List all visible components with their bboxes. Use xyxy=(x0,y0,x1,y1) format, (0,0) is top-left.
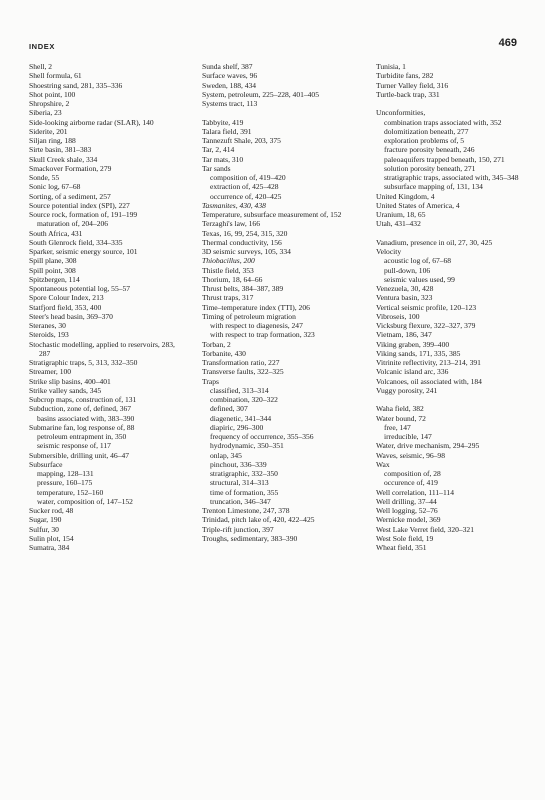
index-subentry: temperature, 152–160 xyxy=(37,487,104,497)
index-subentry: combination traps associated with, 352 xyxy=(384,117,502,127)
index-entry: Torban, 2 xyxy=(202,339,231,349)
index-entry: Sonic log, 67–68 xyxy=(29,182,81,192)
index-subentry: dolomitization beneath, 277 xyxy=(384,126,469,136)
index-entry: Volcanoes, oil associated with, 184 xyxy=(376,376,482,386)
index-subentry: stratigraphic traps, associated with, 345–348 xyxy=(384,173,519,182)
index-entry: Viking graben, 399–400 xyxy=(376,339,450,349)
index-entry: Turner Valley field, 316 xyxy=(376,80,449,90)
index-entry: Sumatra, 384 xyxy=(29,543,70,552)
index-entry: Tunisia, 1 xyxy=(376,62,406,71)
index-entry: Sulin plot, 154 xyxy=(29,533,74,543)
index-entry: Viking sands, 171, 335, 385 xyxy=(376,348,461,358)
index-entry: Sweden, 188, 434 xyxy=(202,80,257,90)
index-entry: Thermal conductivity, 156 xyxy=(202,237,282,247)
index-entry: West Lake Verret field, 320–321 xyxy=(376,524,474,534)
index-entry: Talara field, 391 xyxy=(202,126,252,136)
index-subentry: paleoaquifers trapped beneath, 150, 271 xyxy=(384,154,505,164)
index-entry: Turbidite fans, 282 xyxy=(376,71,434,81)
index-entry: Thrust traps, 317 xyxy=(202,293,254,303)
index-entry: Waves, seismic, 96–98 xyxy=(376,450,445,460)
index-entry: Tabbyite, 419 xyxy=(202,117,244,127)
index-entry: Well correlation, 111–114 xyxy=(376,487,454,497)
index-entry: Thistle field, 353 xyxy=(202,265,254,275)
index-entry: Tasmanites, 430, 438 xyxy=(202,200,266,210)
index-entry: 3D seismic surveys, 105, 334 xyxy=(202,247,291,256)
index-entry: Tar mats, 310 xyxy=(202,154,244,164)
index-entry: Waha field, 382 xyxy=(376,404,424,414)
index-entry: Velocity xyxy=(376,247,402,256)
index-entry: West Sole field, 19 xyxy=(376,533,434,543)
index-entry: Thrust belts, 384–387, 389 xyxy=(202,284,284,293)
index-entry: Turtle-back trap, 331 xyxy=(376,89,440,99)
index-subentry: seismic response of, 117 xyxy=(37,441,111,451)
index-subentry: exploration problems of, 5 xyxy=(384,136,465,145)
index-entry: Spitzbergen, 114 xyxy=(29,274,80,284)
index-entry: Shell, 2 xyxy=(29,62,53,71)
index-entry: Venezuela, 30, 428 xyxy=(376,284,434,293)
index-entry: Tar sands xyxy=(202,163,231,173)
index-subentry: free, 147 xyxy=(384,422,411,432)
index-entry: Thorium, 18, 64–66 xyxy=(202,274,263,284)
index-entry: Spontaneous potential log, 55–57 xyxy=(29,284,131,293)
letter-group-gap xyxy=(202,108,352,117)
index-entry: Water, drive mechanism, 294–295 xyxy=(376,441,480,451)
index-entry: Spill point, 308 xyxy=(29,265,76,275)
index-subentry: composition of, 419–420 xyxy=(210,173,286,182)
index-subentry: pressure, 160–175 xyxy=(37,478,93,488)
index-subentry: subsurface mapping of, 131, 134 xyxy=(384,182,483,192)
index-entry: Siljan ring, 188 xyxy=(29,136,76,145)
index-entry: United States of America, 4 xyxy=(376,200,460,210)
index-subentry: petroleum entrapment in, 350 xyxy=(37,432,127,441)
index-entry: Vicksburg flexure, 322–327, 379 xyxy=(376,321,476,330)
index-entry: Well drilling, 37–44 xyxy=(376,496,437,506)
index-subentry: diagenetic, 341–344 xyxy=(210,413,272,423)
index-entry: Steranes, 30 xyxy=(29,321,66,330)
index-entry: Streamer, 100 xyxy=(29,367,72,377)
index-entry: Subcrop maps, construction of, 131 xyxy=(29,395,137,404)
index-entry: Subduction, zone of, defined, 367 xyxy=(29,404,132,414)
index-entry: Tar, 2, 414 xyxy=(202,145,235,155)
index-entry: Spore Colour Index, 213 xyxy=(29,293,104,303)
index-entry: Siderite, 201 xyxy=(29,126,68,136)
index-entry: Wax xyxy=(376,459,390,469)
index-entry: Shoestring sand, 281, 335–336 xyxy=(29,80,123,90)
index-subentry: classified, 313–314 xyxy=(210,385,269,395)
index-entry: Triple-rift junction, 397 xyxy=(202,524,274,534)
index-entry: Strike valley sands, 345 xyxy=(29,385,102,395)
index-entry: Steer's head basin, 369–370 xyxy=(29,311,113,321)
index-subentry: seismic values used, 99 xyxy=(384,274,455,284)
index-entry: Stochastic modelling, applied to reservoirs, 283, 287 xyxy=(29,339,175,358)
index-entry: Shell formula, 61 xyxy=(29,71,82,81)
index-subentry: truncation, 346–347 xyxy=(210,496,271,506)
index-subentry: pull-down, 106 xyxy=(384,265,431,275)
index-subentry: basins associated with, 383–390 xyxy=(37,413,135,423)
index-entry: Utah, 431–432 xyxy=(376,219,421,229)
index-entry: Vanadium, presence in oil, 27, 30, 425 xyxy=(376,237,493,247)
index-column-1 xyxy=(29,62,179,552)
index-entry: Submarine fan, log response of, 88 xyxy=(29,422,135,432)
index-subentry: fracture porosity beneath, 246 xyxy=(384,145,475,155)
index-entry: Skull Creek shale, 334 xyxy=(29,154,98,164)
index-entry: Uranium, 18, 65 xyxy=(376,210,426,219)
index-entry: Vertical seismic profile, 120–123 xyxy=(376,302,477,312)
index-entry: Source potential index (SPI), 227 xyxy=(29,200,130,210)
letter-group-gap xyxy=(376,395,528,404)
index-entry: Torbanite, 430 xyxy=(202,348,246,358)
index-entry: Tannezuft Shale, 203, 375 xyxy=(202,136,281,145)
index-entry: Troughs, sedimentary, 383–390 xyxy=(202,533,298,543)
index-entry: Systems tract, 113 xyxy=(202,99,258,108)
index-subentry: composition of, 28 xyxy=(384,469,441,478)
index-entry: Traps xyxy=(202,376,219,386)
index-entry: South Africa, 431 xyxy=(29,228,83,238)
index-entry: Submersible, drilling unit, 46–47 xyxy=(29,450,129,460)
letter-group-gap xyxy=(376,229,528,238)
index-entry: Volcanic island arc, 336 xyxy=(376,367,449,377)
index-subentry: solution porosity beneath, 271 xyxy=(384,163,476,173)
index-subentry: diapiric, 296–300 xyxy=(210,422,264,432)
index-entry: Vietnam, 186, 347 xyxy=(376,330,432,340)
index-entry: Smackover Formation, 279 xyxy=(29,163,112,173)
index-entry: Vibroseis, 100 xyxy=(376,311,420,321)
index-subentry: pinchout, 336–339 xyxy=(210,459,267,469)
index-entry: Vitrinite reflectivity, 213–214, 391 xyxy=(376,358,481,367)
index-entry: Shropshire, 2 xyxy=(29,99,70,108)
index-entry: Strike slip basins, 400–401 xyxy=(29,376,111,386)
index-subentry: occurrence of, 420–425 xyxy=(210,191,282,201)
index-entry: System, petroleum, 225–228, 401–405 xyxy=(202,89,319,99)
index-entry: Sulfur, 30 xyxy=(29,524,59,534)
index-subentry: extraction of, 425–428 xyxy=(210,182,279,192)
index-subentry: mapping, 128–131 xyxy=(37,469,94,478)
index-subentry: maturation of, 204–206 xyxy=(37,219,109,229)
index-entry: Shot point, 100 xyxy=(29,89,76,99)
index-entry: Time–temperature index (TTI), 206 xyxy=(202,302,310,312)
index-subentry: frequency of occurrence, 355–356 xyxy=(210,432,314,441)
index-subentry: occurence of, 419 xyxy=(384,478,438,488)
index-entry: Sonde, 55 xyxy=(29,173,60,182)
index-subentry: time of formation, 355 xyxy=(210,487,279,497)
index-entry: Trenton Limestone, 247, 378 xyxy=(202,506,290,515)
index-entry: Subsurface xyxy=(29,459,63,469)
index-entry: Transverse faults, 322–325 xyxy=(202,367,284,377)
index-entry: Wheat field, 351 xyxy=(376,543,427,552)
index-entry: Unconformities, xyxy=(376,108,426,118)
index-entry: Water bound, 72 xyxy=(376,413,426,423)
index-entry: Steroids, 193 xyxy=(29,330,69,340)
index-entry: Sugar, 190 xyxy=(29,515,62,525)
index-entry: Temperature, subsurface measurement of, 152 xyxy=(202,210,342,219)
index-entry: Sucker rod, 48 xyxy=(29,506,74,515)
index-subentry: defined, 307 xyxy=(210,404,248,414)
index-entry: Transformation ratio, 227 xyxy=(202,358,280,367)
index-subentry: acoustic log of, 67–68 xyxy=(384,256,452,266)
index-entry: Surface waves, 96 xyxy=(202,71,258,81)
index-subentry: onlap, 345 xyxy=(210,450,242,460)
index-entry: Well logging, 52–76 xyxy=(376,506,438,515)
index-subentry: water, composition of, 147–152 xyxy=(37,496,133,506)
index-column-2 xyxy=(202,62,352,543)
index-entry: Sorting, of a sediment, 257 xyxy=(29,191,111,201)
index-entry: Wernicke model, 369 xyxy=(376,515,441,525)
page-number: 469 xyxy=(498,37,517,49)
index-entry: Ventura basin, 323 xyxy=(376,293,433,303)
index-entry: Timing of petroleum migration xyxy=(202,311,296,321)
index-entry: Texas, 16, 99, 254, 315, 320 xyxy=(202,228,288,238)
index-entry: Sparker, seismic energy source, 101 xyxy=(29,247,138,256)
index-column-3 xyxy=(376,62,528,552)
index-entry: Statfjord field, 353, 400 xyxy=(29,302,102,312)
index-entry: Terzaghi's law, 166 xyxy=(202,219,260,229)
index-entry: Spill plane, 308 xyxy=(29,256,77,266)
index-entry: Thiobacillus, 200 xyxy=(202,256,255,266)
index-subentry: structural, 314–313 xyxy=(210,478,269,488)
index-entry: Stratigraphic traps, 5, 313, 332–350 xyxy=(29,358,138,367)
index-entry: Siberia, 23 xyxy=(29,108,62,118)
index-entry: Side-looking airborne radar (SLAR), 140 xyxy=(29,117,154,127)
index-subentry: with respect to trap formation, 323 xyxy=(210,330,315,340)
index-entry: Vuggy porosity, 241 xyxy=(376,385,438,395)
index-entry: Trinidad, pitch lake of, 420, 422–425 xyxy=(202,515,315,525)
index-subentry: hydrodynamic, 350–351 xyxy=(210,441,284,451)
running-head: INDEX xyxy=(29,42,55,51)
index-subentry: with respect to diagenesis, 247 xyxy=(210,321,303,330)
index-subentry: combination, 320–322 xyxy=(210,395,278,404)
index-entry: South Glenrock field, 334–335 xyxy=(29,237,123,247)
index-entry: United Kingdom, 4 xyxy=(376,191,435,201)
index-entry: Source rock, formation of, 191–199 xyxy=(29,210,138,219)
index-subentry: stratigraphic, 332–350 xyxy=(210,469,278,478)
letter-group-gap xyxy=(376,99,528,108)
index-entry: Sirte basin, 381–383 xyxy=(29,145,92,155)
index-entry: Sunda shelf, 387 xyxy=(202,62,253,71)
index-subentry: irreducible, 147 xyxy=(384,432,432,441)
